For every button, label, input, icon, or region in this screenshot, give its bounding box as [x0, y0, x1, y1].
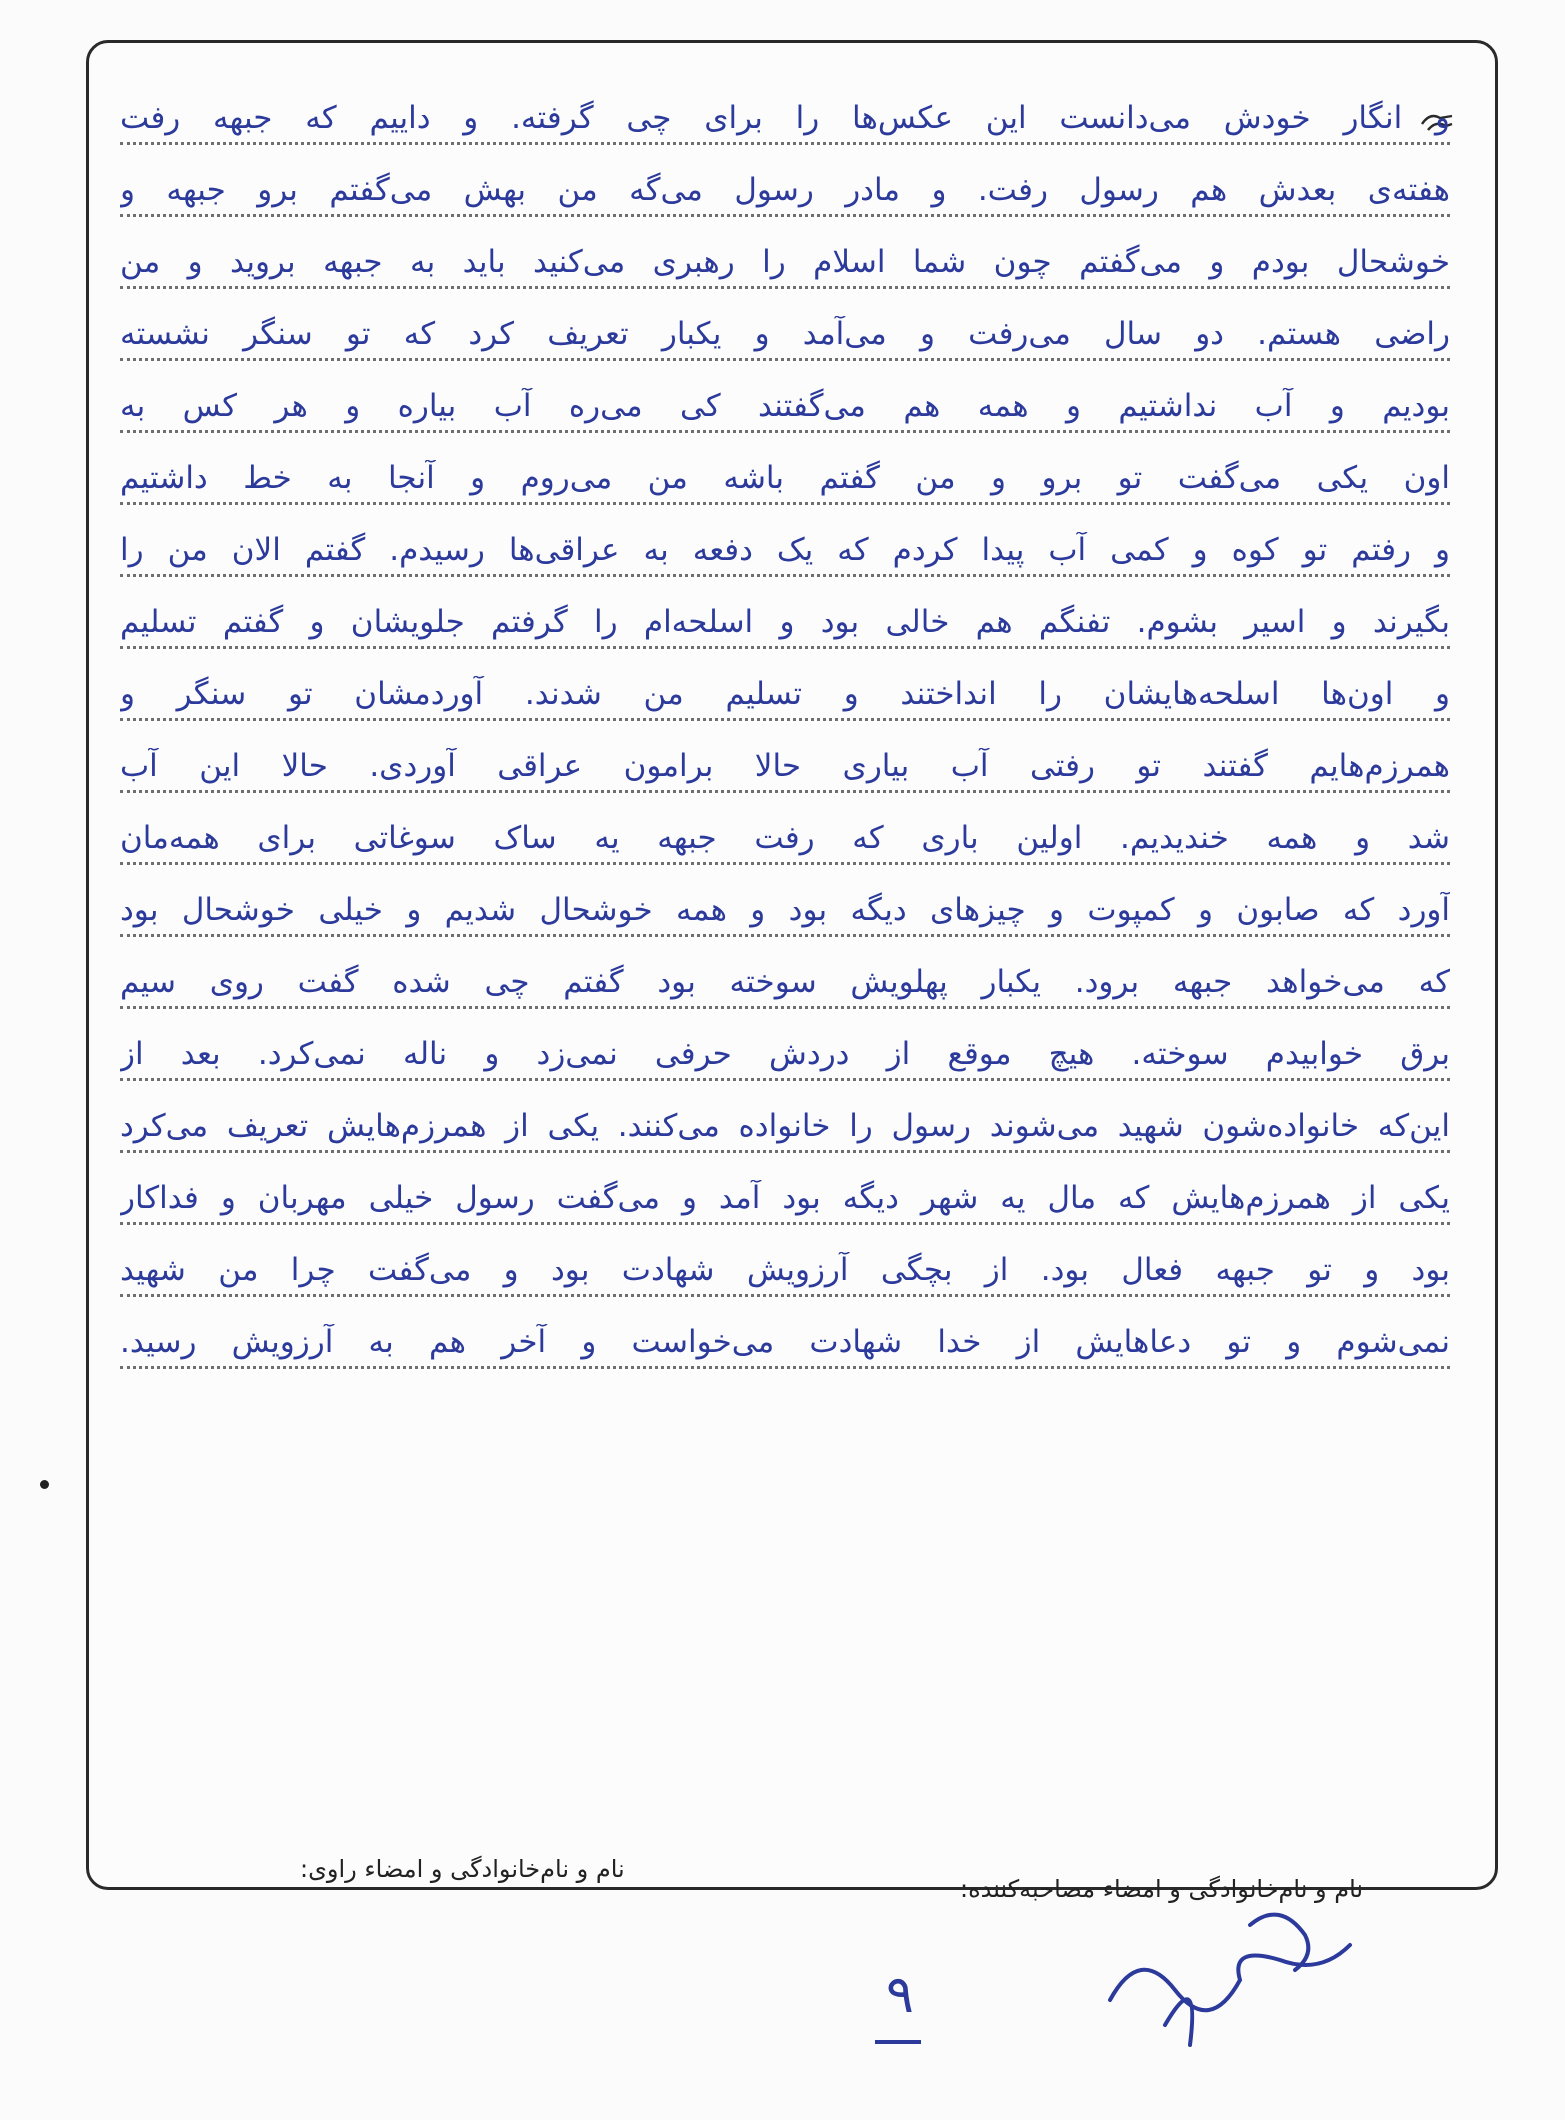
text-line	[120, 70, 1450, 145]
handwritten-text: بود و تو جبهه فعال بود. از بچگی آرزویش شهادت بود و می‌گفت چرا من شهید	[120, 1252, 1450, 1288]
text-line	[120, 142, 1450, 217]
text-line	[120, 1006, 1450, 1081]
text-line	[120, 646, 1450, 721]
margin-mark	[40, 1480, 49, 1489]
handwritten-text: و انگار خودش می‌دانست این عکس‌ها را برای چی گرفته. و داییم که جبهه رفت	[120, 100, 1450, 136]
handwritten-text: آورد که صابون و کمپوت و چیزهای دیگه بود و همه خوشحال شدیم و خیلی خوشحال بود	[120, 892, 1450, 928]
handwritten-text: که می‌خواهد جبهه برود. یکبار پهلویش سوخته بود گفتم چی شده گفت روی سیم	[120, 964, 1450, 1000]
handwritten-text: بگیرند و اسیر بشوم. تفنگم هم خالی بود و اسلحه‌ام را گرفتم جلویشان و گفتم تسلیم	[120, 604, 1450, 640]
text-line	[120, 430, 1450, 505]
text-line	[120, 790, 1450, 865]
text-line	[120, 1294, 1450, 1369]
handwritten-text: اون یکی می‌گفت تو برو و من گفتم باشه من می‌روم و آنجا به خط داشتیم	[120, 460, 1450, 496]
handwritten-text: و اون‌ها اسلحه‌هایشان را انداختند و تسلیم من شدند. آوردمشان تو سنگر و	[120, 676, 1450, 712]
text-line	[120, 358, 1450, 433]
handwritten-signature	[1080, 1905, 1380, 2055]
handwritten-text: برق خوابیدم سوخته. هیچ موقع از دردش حرفی نمی‌زد و ناله نمی‌کرد. بعد از	[120, 1036, 1450, 1072]
handwritten-text: هفته‌ی بعدش هم رسول رفت. و مادر رسول می‌گه من بهش می‌گفتم برو جبهه و	[120, 172, 1450, 208]
text-line	[120, 502, 1450, 577]
handwritten-text: یکی از همرزم‌هایش که مال یه شهر دیگه بود آمد و می‌گفت رسول خیلی مهربان و فداکار	[120, 1180, 1450, 1216]
handwritten-text: این‌که خانواده‌شون شهید می‌شوند رسول را خانواده می‌کنند. یکی از همرزم‌هایش تعریف می‌کرد	[120, 1108, 1450, 1144]
text-line	[120, 718, 1450, 793]
text-line	[120, 1150, 1450, 1225]
text-line	[120, 286, 1450, 361]
page-number: ۹	[886, 1965, 914, 2025]
page-number-underline	[875, 2040, 921, 2044]
handwritten-text: شد و همه خندیدیم. اولین باری که رفت جبهه یه ساک سوغاتی برای همه‌مان	[120, 820, 1450, 856]
handwritten-text: بودیم و آب نداشتیم و همه هم می‌گفتند کی می‌ره آب بیاره و هر کس به	[120, 388, 1450, 424]
handwritten-text: همرزم‌هایم گفتند تو رفتی آب بیاری حالا برامون عراقی آوردی. حالا این آب	[120, 748, 1450, 784]
interviewer-label: نام و نام‌خانوادگی و امضاء مصاحبه‌کننده:	[960, 1875, 1364, 1903]
text-line	[120, 934, 1450, 1009]
text-line	[120, 862, 1450, 937]
text-line	[120, 1078, 1450, 1153]
handwritten-text: نمی‌شوم و تو دعاهایش از خدا شهادت می‌خواست و آخر هم به آرزویش رسید.	[120, 1324, 1450, 1360]
interviewee-label: نام و نام‌خانوادگی و امضاء راوی:	[300, 1855, 625, 1883]
handwritten-text: راضی هستم. دو سال می‌رفت و می‌آمد و یکبار تعریف کرد که تو سنگر نشسته	[120, 316, 1450, 352]
text-line	[120, 574, 1450, 649]
text-line	[120, 1222, 1450, 1297]
handwritten-text: و رفتم تو کوه و کمی آب پیدا کردم که یک دفعه به عراقی‌ها رسیدم. گفتم الان من را	[120, 532, 1450, 568]
text-line	[120, 214, 1450, 289]
handwritten-text: خوشحال بودم و می‌گفتم چون شما اسلام را رهبری می‌کنید باید به جبهه بروید و من	[120, 244, 1450, 280]
